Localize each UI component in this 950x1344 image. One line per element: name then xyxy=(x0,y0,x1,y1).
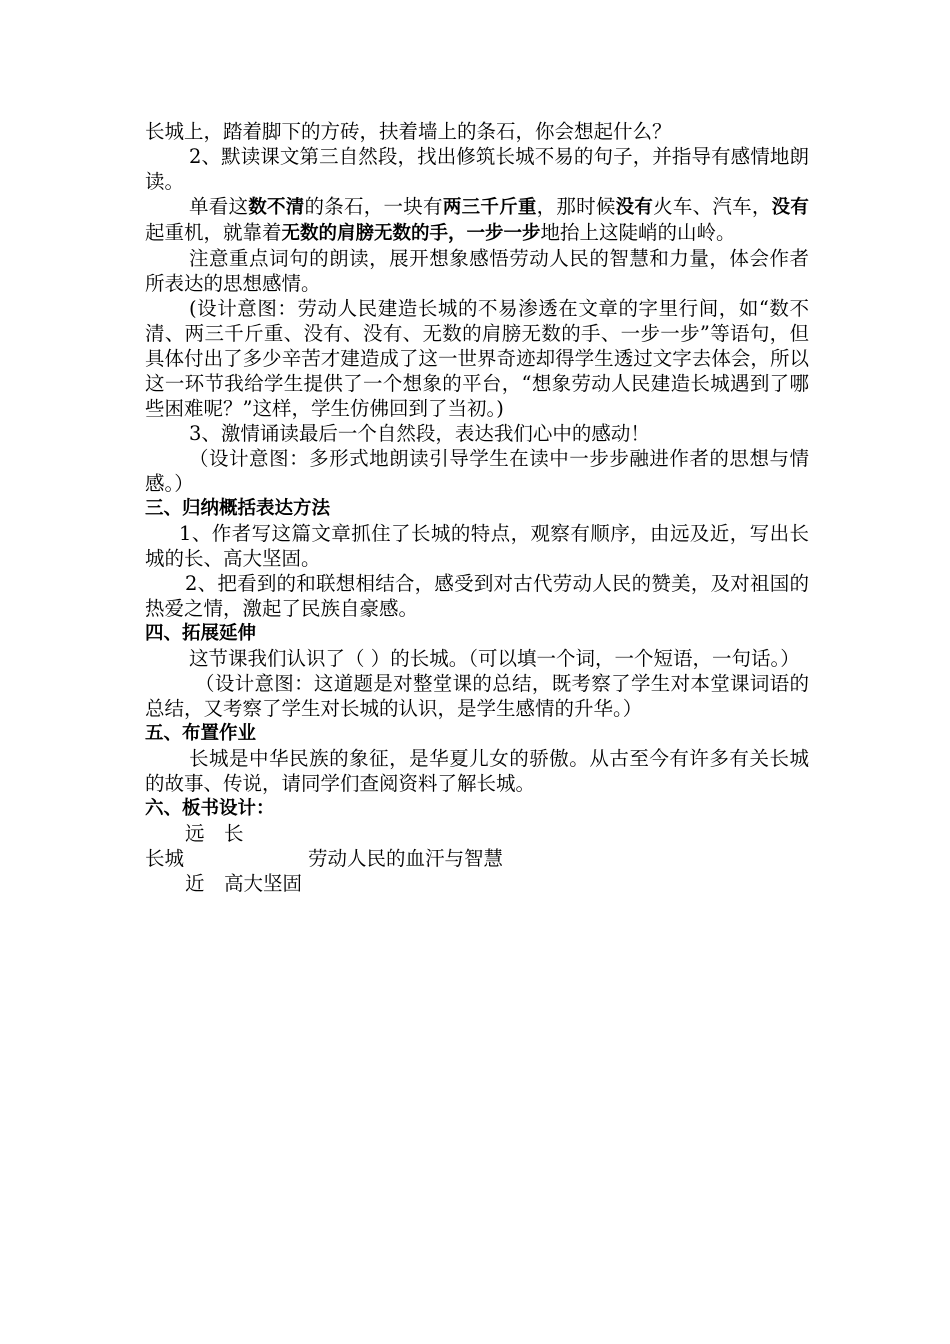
document-page xyxy=(145,119,809,897)
text-run: 的条石，一块有 xyxy=(304,195,443,218)
board-great-wall: 长城 xyxy=(145,847,185,870)
paragraph-continued: 长城上，踏着脚下的方砖，扶着墙上的条石，你会想起什么？ xyxy=(145,120,672,143)
board-people-blood-wisdom: 劳动人民的血汗与智慧 xyxy=(308,847,504,870)
bold-phrase: 两三千斤重 xyxy=(442,197,537,218)
extension-question: 这节课我们认识了（ ）的长城。（可以填一个词，一个短语，一句话。） xyxy=(189,647,800,670)
bold-phrase: 没有 xyxy=(615,197,654,218)
bold-phrase: 数不清 xyxy=(248,197,305,218)
text-run: 单看这 xyxy=(189,195,249,218)
key-sentence-paragraph xyxy=(145,194,809,246)
step-3-paragraph: 3、激情诵读最后一个自然段，表达我们心中的感动！ xyxy=(189,422,650,445)
bold-phrase: 没有 xyxy=(771,197,809,218)
blackboard-design xyxy=(145,821,809,897)
section-heading-4: 四、拓展延伸 xyxy=(145,623,257,644)
summary-point-1: 1、作者写这篇文章抓住了长城的特点，观察有顺序，由远及近，写出长城的长、高大坚固。 xyxy=(145,522,809,570)
homework-paragraph: 长城是中华民族的象征，是华夏儿女的骄傲。从古至今有许多有关长城的故事、传说，请同学们查阅资料了解长城。 xyxy=(145,747,809,795)
board-long: 长 xyxy=(224,822,244,845)
text-run: ，那时候 xyxy=(536,195,616,218)
text-run: 地抬上这陡峭的山岭。 xyxy=(540,221,736,244)
text-run: 起重机，就靠着 xyxy=(145,221,282,244)
reading-note-paragraph: 注意重点词句的朗读，展开想象感悟劳动人民的智慧和力量，体会作者所表达的思想感情。 xyxy=(145,247,809,295)
design-intent-paragraph: （设计意图：多形式地朗读引导学生在读中一步步融进作者的思想与情感。） xyxy=(145,447,809,495)
section-heading-5: 五、布置作业 xyxy=(145,723,257,744)
board-far: 远 xyxy=(185,822,205,845)
text-run: 火车、汽车， xyxy=(653,195,772,218)
summary-point-2: 2、把看到的和联想相结合，感受到对古代劳动人民的赞美，及对祖国的热爱之情，激起了民族自豪感。 xyxy=(145,572,809,620)
section-heading-3: 三、归纳概括表达方法 xyxy=(145,498,331,519)
design-intent-paragraph: （设计意图：这道题是对整堂课的总结，既考察了学生对本堂课词语的总结，又考察了学生对长城的认识，是学生感情的升华。） xyxy=(145,672,809,720)
bold-phrase: 无数的肩膀无数的手，一步一步 xyxy=(281,223,541,244)
step-2-paragraph: 2、默读课文第三自然段，找出修筑长城不易的句子，并指导有感情地朗读。 xyxy=(145,145,809,193)
board-tall-strong: 高大坚固 xyxy=(224,872,303,895)
board-near: 近 xyxy=(185,872,205,895)
design-intent-paragraph: (设计意图：劳动人民建造长城的不易渗透在文章的字里行间，如“数不清、两三千斤重、没有、没有、无数的肩膀无数的手、一步一步”等语句，但具体付出了多少辛苦才建造成了这一世界奇迹却得学生透过文字去体会，所以这一环节我给学生提供了一个想象的平台，“想象劳动人民建造长城遇到了哪些困难呢？”这样，学生仿佛回到了当初。) xyxy=(145,297,809,420)
section-heading-6: 六、板书设计： xyxy=(145,798,275,819)
